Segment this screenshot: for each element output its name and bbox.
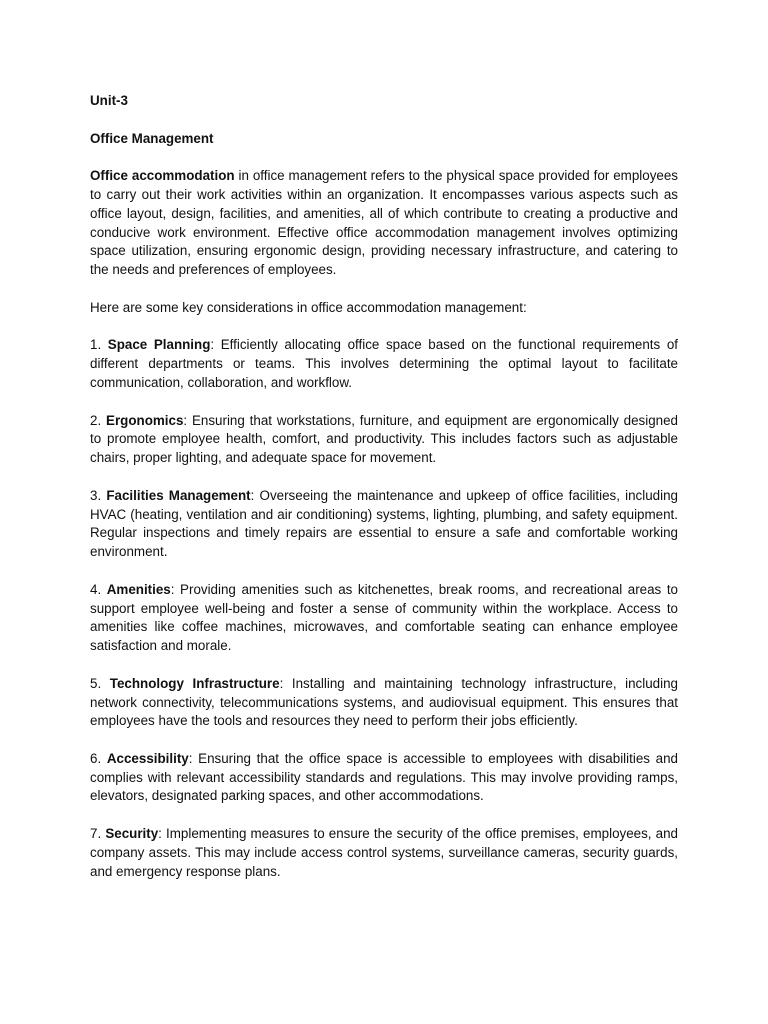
item-text: : Providing amenities such as kitchenettes, break rooms, and recreational areas to support employee well-being and foster a sense of community within the workplace. Access to amenities like coffee machines, microwaves, and comfortable seating can enhance employee satisfaction and morale.	[90, 581, 678, 654]
item-term: Accessibility	[106, 750, 189, 766]
document-page	[90, 92, 678, 900]
item-number: 3.	[90, 487, 107, 503]
list-item	[90, 675, 678, 731]
lead-paragraph: Here are some key considerations in office accommodation management:	[90, 299, 527, 315]
intro-term: Office accommodation	[90, 168, 235, 184]
item-term: Facilities Management	[106, 487, 251, 503]
item-number: 7.	[90, 826, 106, 842]
list-item	[90, 750, 678, 806]
item-number: 2.	[90, 412, 107, 428]
item-number: 1.	[90, 337, 108, 353]
item-number: 6.	[90, 750, 107, 766]
item-number: 5.	[90, 675, 110, 691]
list-item	[90, 487, 678, 562]
item-number: 4.	[90, 581, 107, 597]
list-item	[90, 825, 678, 881]
list-item	[90, 336, 678, 392]
intro-paragraph	[90, 167, 678, 280]
unit-heading: Unit-3	[90, 93, 128, 108]
item-text: : Overseeing the maintenance and upkeep of office facilities, including HVAC (heating, ventilation and air conditioning) systems, lighting, plumbing, and safety equipment. Regular inspections and timely repairs are essential to ensure a safe and comfortable working environment.	[90, 487, 678, 560]
list-item	[90, 581, 678, 656]
item-term: Space Planning	[107, 337, 211, 353]
list-item	[90, 412, 678, 468]
page-title: Office Management	[90, 130, 214, 146]
item-term: Ergonomics	[106, 412, 184, 428]
item-text: : Implementing measures to ensure the security of the office premises, employees, and company assets. This may include access control systems, surveillance cameras, security guards, and emergency response plans.	[90, 826, 678, 879]
item-term: Security	[105, 826, 159, 842]
item-text: : Efficiently allocating office space based on the functional requirements of different departments or teams. This involves determining the optimal layout to facilitate communication, collaboration, and workflow.	[90, 337, 678, 390]
item-term: Technology Infrastructure	[109, 675, 280, 691]
item-term: Amenities	[106, 581, 171, 597]
item-text: : Ensuring that workstations, furniture, and equipment are ergonomically designed to promote employee health, comfort, and productivity. This includes factors such as adjustable chairs, proper lighting, and adequate space for movement.	[90, 412, 678, 466]
intro-text: in office management refers to the physical space provided for employees to carry out their work activities within an organization. It encompasses various aspects such as office layout, design, facilities, and amenities, all of which contribute to creating a productive and conducive work environment. Effective office accommodation management involves optimizing space utilization, ensuring ergonomic design, providing necessary infrastructure, and catering to the needs and preferences of employees.	[90, 168, 678, 278]
item-text: : Installing and maintaining technology infrastructure, including network connectivity, telecommunications systems, and audiovisual equipment. This ensures that employees have the tools and resources they need to perform their jobs efficiently.	[90, 675, 678, 729]
item-text: : Ensuring that the office space is accessible to employees with disabilities and complies with relevant accessibility standards and regulations. This may involve providing ramps, elevators, designated parking spaces, and other accommodations.	[90, 750, 678, 804]
